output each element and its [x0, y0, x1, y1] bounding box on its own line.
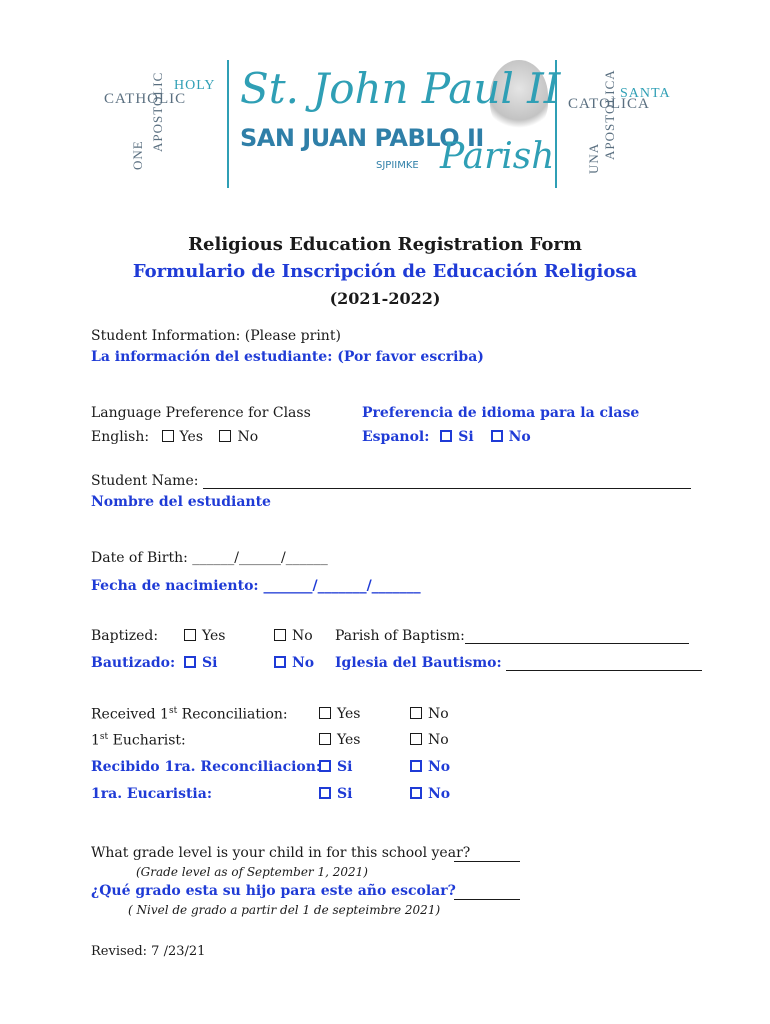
reconciliation-text-post: Reconciliation:: [177, 706, 288, 723]
eucaristia-label: 1ra. Eucaristia:: [91, 786, 212, 802]
bautizado-no-checkbox[interactable]: [274, 656, 286, 668]
baptized-yes-label: Yes: [202, 628, 226, 644]
reconciliacion-si-checkbox[interactable]: [319, 760, 331, 772]
english-yes-checkbox[interactable]: [162, 430, 174, 442]
parish-of-baptism-field[interactable]: [465, 629, 689, 644]
logo-handle: SJPIIMKE: [376, 160, 419, 171]
eucharist-no: [410, 732, 449, 748]
parish-of-baptism-row: [335, 628, 689, 644]
logo-word-catholic: CATHOLIC: [104, 91, 187, 107]
logo-word-apostolica: APOSTOLICA: [602, 69, 617, 160]
grade-field-es[interactable]: [454, 885, 520, 900]
student-name-label: Student Name:: [91, 473, 199, 489]
grade-field-en[interactable]: [454, 847, 520, 862]
bautizado-label: Bautizado:: [91, 655, 176, 671]
eucaristia-no: [410, 786, 450, 802]
bautizado-si-checkbox[interactable]: [184, 656, 196, 668]
reconciliation-yes-label: Yes: [337, 706, 361, 722]
reconciliacion-si-label: Si: [337, 759, 353, 775]
eucaristia-si: [319, 786, 352, 802]
logo-word-apostolic: APOSTOLIC: [150, 71, 165, 152]
espanol-row: [362, 429, 531, 445]
english-row: [91, 429, 258, 445]
dob-field[interactable]: Date of Birth: ______/______/______: [91, 550, 328, 566]
baptized-no: [274, 628, 313, 644]
baptized-label: Baptized:: [91, 628, 159, 644]
eucaristia-si-label: Si: [337, 786, 353, 802]
logo-word-holy: HOLY: [174, 78, 216, 93]
logo-spanish-name: SAN JUAN PABLO II: [240, 124, 484, 152]
eucharist-text-pre: 1: [91, 732, 100, 749]
school-year: (2021-2022): [329, 289, 441, 308]
reconciliation-no: [410, 706, 449, 722]
revised-date: Revised: 7 /23/21: [91, 944, 206, 959]
baptized-yes-checkbox[interactable]: [184, 629, 196, 641]
iglesia-bautismo-label: Iglesia del Bautismo:: [335, 655, 502, 671]
reconciliacion-no-checkbox[interactable]: [410, 760, 422, 772]
dob-field-es[interactable]: Fecha de nacimiento: _______/_______/_______: [91, 578, 421, 594]
iglesia-bautismo-row: [335, 655, 702, 671]
logo-divider-left: [227, 60, 229, 188]
logo-word-santa: SANTA: [620, 86, 671, 101]
eucharist-label: [91, 732, 186, 749]
baptized-yes: [184, 628, 226, 644]
reconciliation-yes: [319, 706, 361, 722]
iglesia-bautismo-field[interactable]: [506, 656, 702, 671]
student-info-en: Student Information: (Please print): [91, 328, 341, 344]
logo-word-una: UNA: [586, 142, 601, 174]
title-en: Religious Education Registration Form: [188, 234, 582, 255]
eucharist-yes: [319, 732, 361, 748]
bautizado-si-label: Si: [202, 655, 218, 671]
eucharist-yes-label: Yes: [337, 732, 361, 748]
bautizado-no: [274, 655, 314, 671]
eucaristia-no-checkbox[interactable]: [410, 787, 422, 799]
eucharist-no-checkbox[interactable]: [410, 733, 422, 745]
grade-note-en: (Grade level as of September 1, 2021): [136, 865, 368, 879]
logo-script-name: St. John Paul II: [240, 64, 561, 113]
bautizado-si: [184, 655, 217, 671]
student-name-es: Nombre del estudiante: [91, 494, 271, 510]
english-no-checkbox[interactable]: [219, 430, 231, 442]
eucaristia-si-checkbox[interactable]: [319, 787, 331, 799]
parish-of-baptism-label: Parish of Baptism:: [335, 628, 465, 644]
espanol-no-checkbox[interactable]: [491, 430, 503, 442]
espanol-si-label: Si: [458, 429, 474, 445]
reconciliation-no-checkbox[interactable]: [410, 707, 422, 719]
logo-word-catolica: CATOLICA: [568, 96, 650, 112]
reconciliacion-no: [410, 759, 450, 775]
reconciliation-no-label: No: [428, 706, 449, 722]
reconciliation-label: [91, 706, 288, 723]
student-name-row: [91, 473, 691, 489]
reconciliacion-si: [319, 759, 352, 775]
espanol-label: Espanol:: [362, 429, 430, 445]
student-info-es: La información del estudiante: (Por favor escriba): [91, 349, 484, 365]
student-name-field[interactable]: [203, 474, 691, 489]
english-yes-label: Yes: [179, 429, 204, 445]
reconciliation-text-pre: Received 1: [91, 706, 169, 723]
espanol-si-checkbox[interactable]: [440, 430, 452, 442]
espanol-no-label: No: [508, 429, 531, 445]
eucharist-text-post: Eucharist:: [108, 732, 186, 749]
eucaristia-no-label: No: [428, 786, 451, 802]
baptized-no-label: No: [292, 628, 313, 644]
baptized-no-checkbox[interactable]: [274, 629, 286, 641]
grade-question-es: ¿Qué grado esta su hijo para este año escolar?: [91, 883, 456, 899]
bautizado-no-label: No: [292, 655, 315, 671]
eucharist-yes-checkbox[interactable]: [319, 733, 331, 745]
eucharist-sup: st: [99, 732, 109, 742]
reconciliation-sup: st: [168, 706, 178, 716]
grade-question-en: What grade level is your child in for this school year?: [91, 845, 471, 861]
language-pref-en: Language Preference for Class: [91, 405, 311, 421]
reconciliacion-no-label: No: [428, 759, 451, 775]
grade-note-es: ( Nivel de grado a partir del 1 de septeimbre 2021): [128, 903, 441, 917]
eucharist-no-label: No: [428, 732, 449, 748]
reconciliation-yes-checkbox[interactable]: [319, 707, 331, 719]
logo-script-parish: Parish: [440, 136, 555, 177]
english-label: English:: [91, 429, 150, 445]
reconciliacion-label: Recibido 1ra. Reconciliacion:: [91, 759, 322, 775]
language-pref-es: Preferencia de idioma para la clase: [362, 405, 640, 421]
english-no-label: No: [237, 429, 259, 445]
title-es: Formulario de Inscripción de Educación Religiosa: [132, 261, 638, 282]
logo-word-one: ONE: [130, 140, 145, 170]
